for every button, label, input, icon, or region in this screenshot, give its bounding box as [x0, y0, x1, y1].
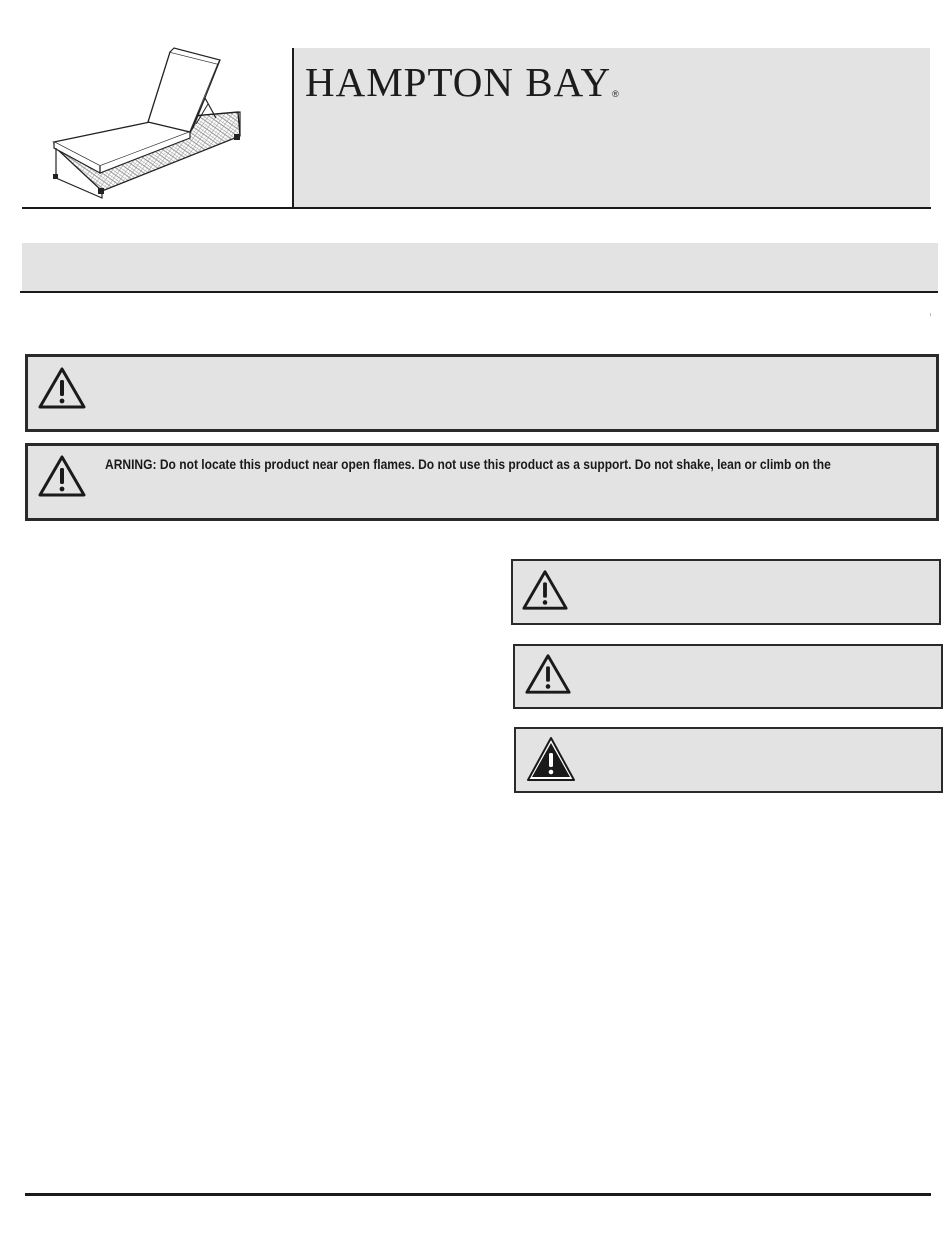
page-speck: [930, 313, 931, 316]
warning-box: [511, 559, 941, 625]
product-illustration: [40, 38, 250, 200]
warning-box: [513, 644, 943, 709]
registered-mark: ®: [612, 89, 620, 99]
warning-text: ARNING: Do not locate this product near open flames. Do not use this product as a support. Do not shake, lean or climb on the: [105, 456, 831, 472]
warning-triangle-outline-icon: [524, 652, 572, 696]
warning-triangle-filled-icon: [526, 736, 576, 782]
warning-box: [25, 354, 939, 432]
title-band-rule: [20, 291, 938, 293]
header-divider-horizontal: [22, 207, 931, 209]
warning-triangle-outline-icon: [37, 454, 87, 498]
warning-box: [25, 443, 939, 521]
brand-logo: [305, 56, 620, 106]
title-band: [22, 243, 938, 291]
header-divider-vertical: [292, 48, 294, 208]
brand-name: HAMPTON BAY: [305, 59, 612, 105]
warning-box: [514, 727, 943, 793]
footer-rule: [25, 1193, 931, 1196]
warning-triangle-outline-icon: [521, 568, 569, 612]
warning-triangle-outline-icon: [37, 366, 87, 410]
